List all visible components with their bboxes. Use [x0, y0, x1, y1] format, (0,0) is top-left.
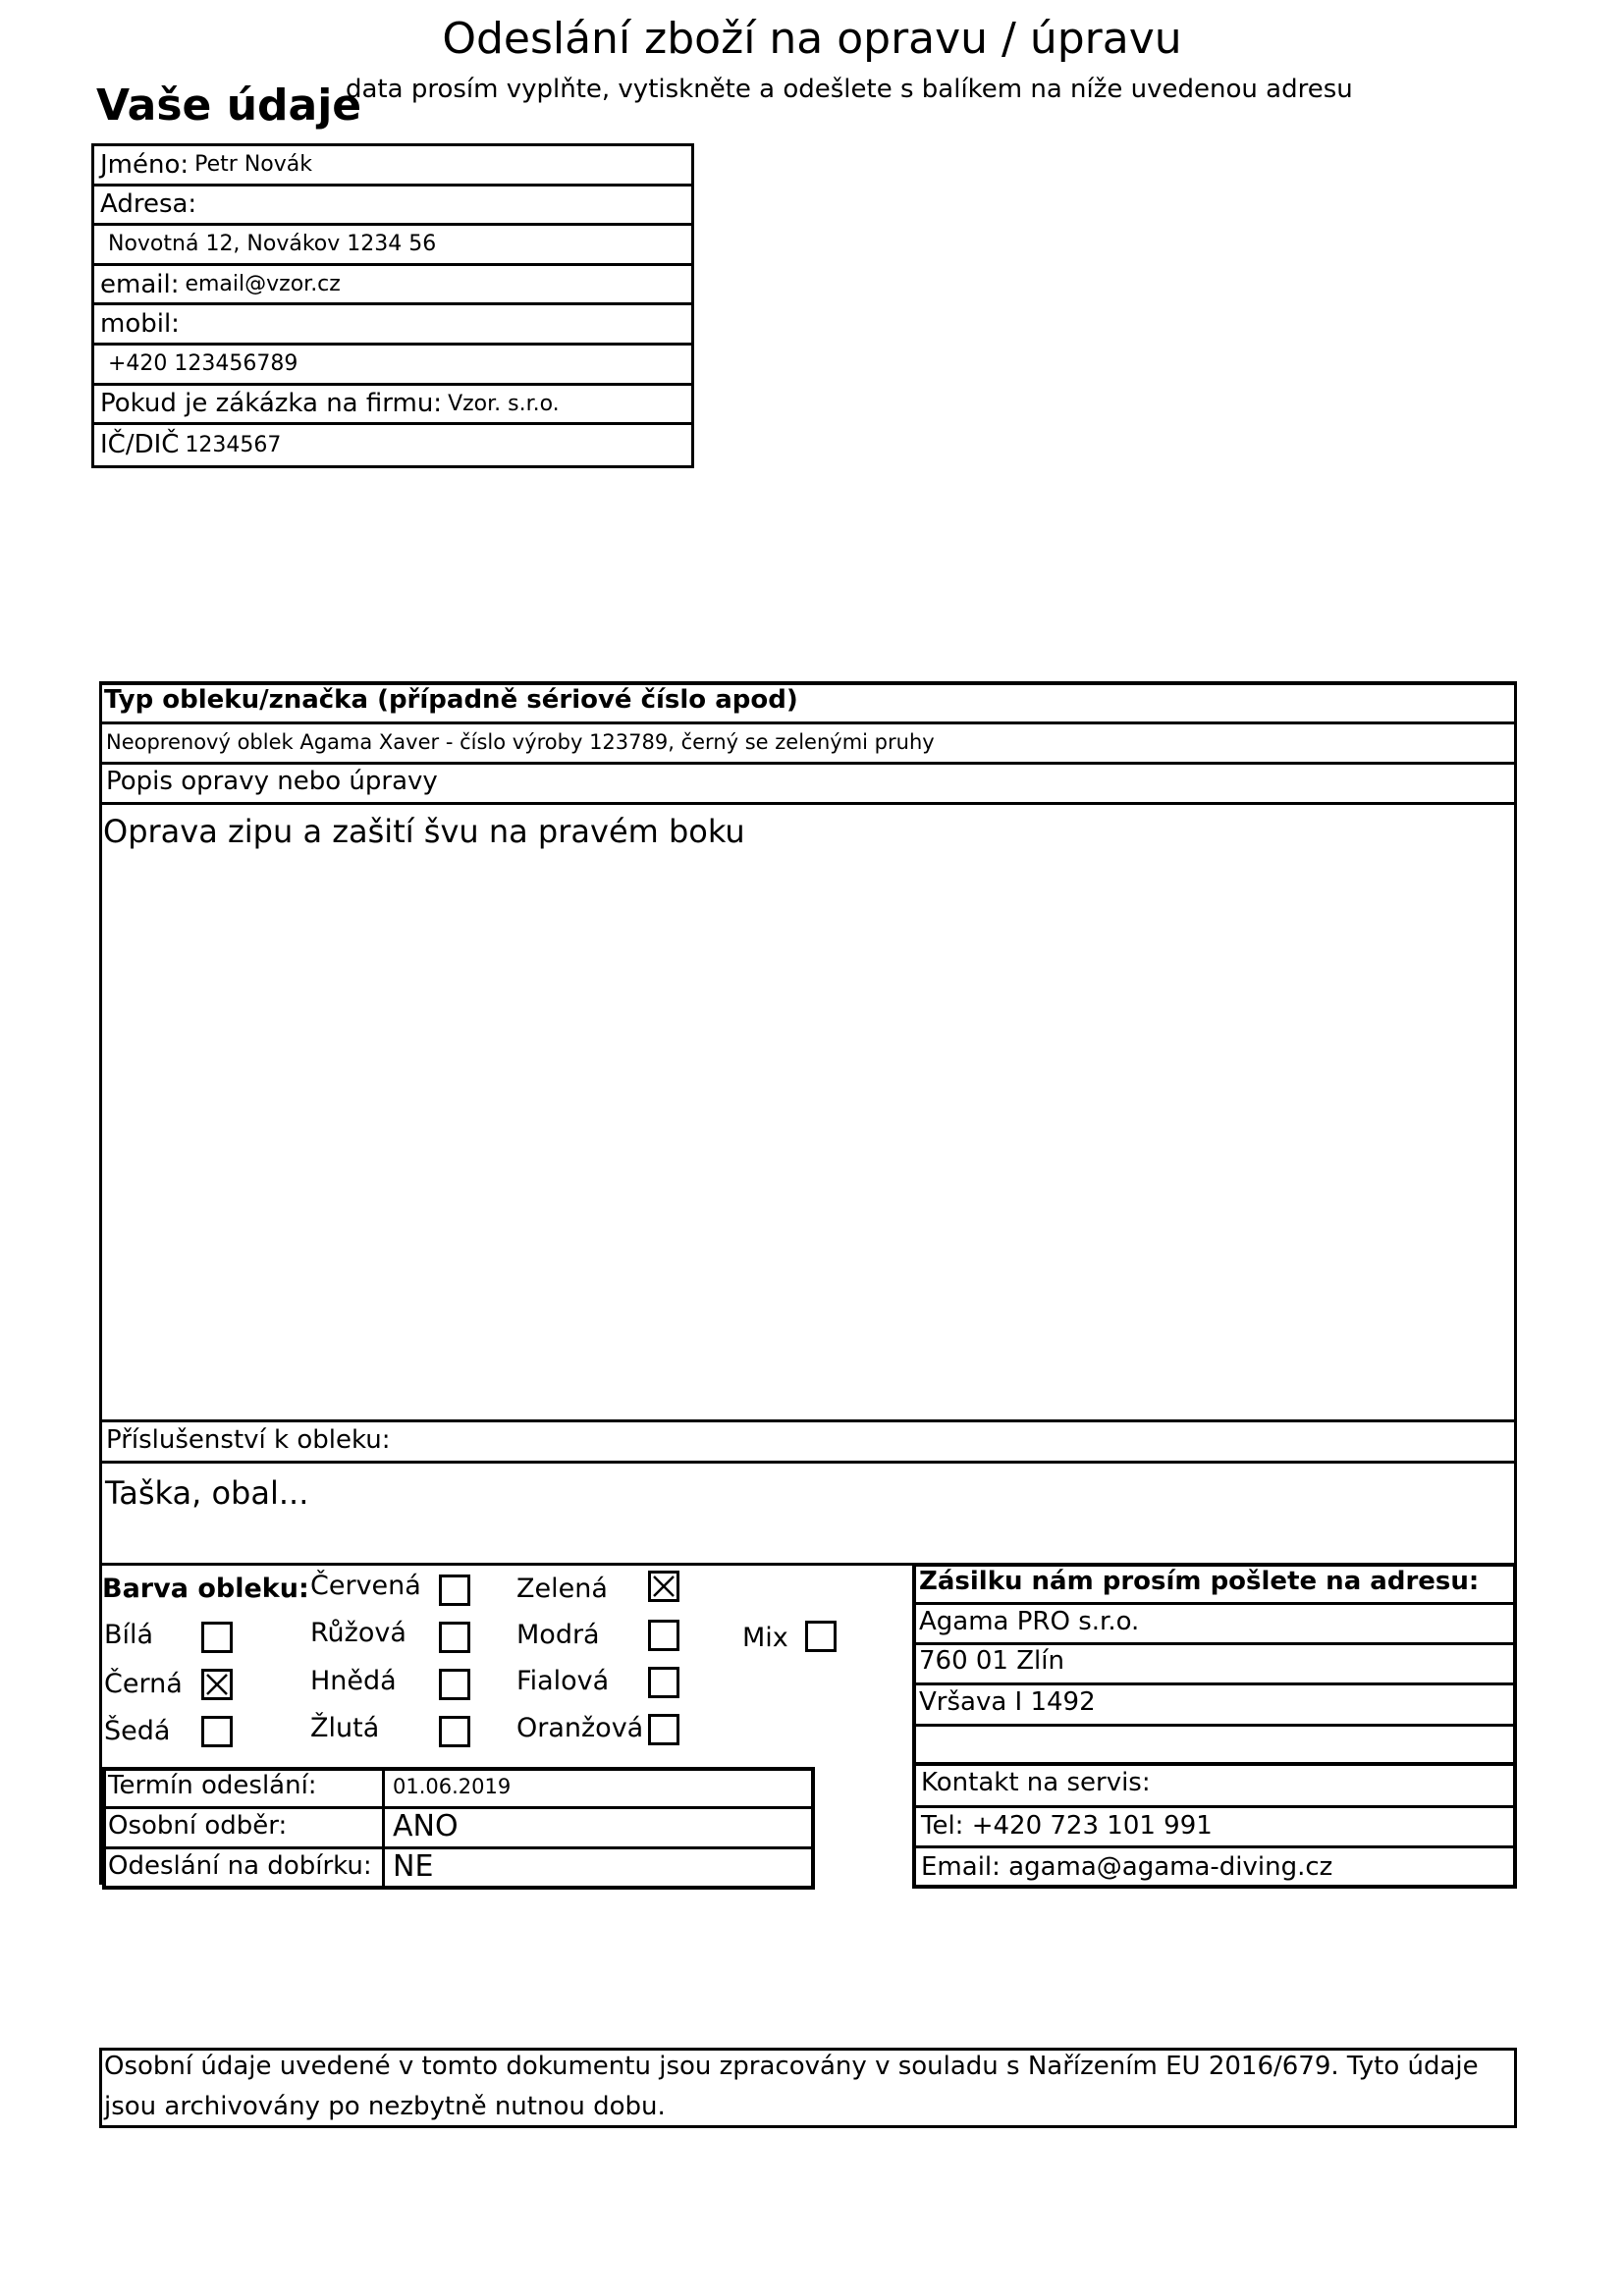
- divider: [99, 802, 1517, 805]
- color-checkbox-oranzova[interactable]: [648, 1714, 679, 1745]
- section-title: Vaše údaje: [96, 80, 362, 131]
- divider: [912, 1602, 1517, 1605]
- color-option-label: Žlutá: [310, 1713, 380, 1743]
- color-checkbox-seda[interactable]: [201, 1716, 233, 1747]
- page-title: Odeslání zboží na opravu / úpravu: [442, 14, 1182, 64]
- divider: [912, 1845, 1517, 1848]
- divider: [102, 1806, 815, 1809]
- address-value: Novotná 12, Novákov 1234 56: [108, 232, 437, 257]
- name-label: Jméno:: [100, 149, 189, 180]
- mobile-value: +420 123456789: [108, 351, 298, 377]
- company-row[interactable]: [94, 386, 691, 426]
- color-option-label: Černá: [104, 1669, 183, 1699]
- instructions: data prosím vyplňte, vytiskněte a odešlete s balíkem na níže uvedenou adresu: [346, 75, 1353, 104]
- color-checkbox-bila[interactable]: [201, 1622, 233, 1653]
- personal-data-table: [91, 143, 694, 468]
- cod-label: Odeslání na dobírku:: [108, 1851, 372, 1881]
- divider: [102, 1846, 815, 1849]
- check-x-icon: [204, 1672, 230, 1697]
- divider: [912, 1682, 1517, 1685]
- address-label: Adresa:: [100, 189, 197, 220]
- ic-label: IČ/DIČ: [100, 430, 180, 460]
- color-option-label: Mix: [742, 1623, 788, 1653]
- contact-heading: Kontakt na servis:: [921, 1768, 1151, 1797]
- mobile-label-row: [94, 305, 691, 346]
- mobile-row[interactable]: [94, 346, 691, 386]
- accessories-label: Příslušenství k obleku:: [106, 1425, 391, 1455]
- divider: [99, 1461, 1517, 1464]
- name-value: Petr Novák: [194, 152, 312, 178]
- color-option-label: Bílá: [104, 1620, 154, 1650]
- color-option-label: Fialová: [516, 1666, 610, 1696]
- contact-phone[interactable]: Tel: +420 723 101 991: [921, 1811, 1213, 1841]
- send-date-label: Termín odeslání:: [108, 1771, 317, 1800]
- ic-value: 1234567: [185, 432, 282, 457]
- color-option-label: Oranžová: [516, 1713, 644, 1743]
- suit-type-label: Typ obleku/značka (případně sériové číslo apod): [104, 685, 798, 715]
- pickup-value[interactable]: ANO: [393, 1809, 459, 1843]
- company-label: Pokud je zákázka na firmu:: [100, 389, 443, 419]
- divider: [382, 1767, 385, 1890]
- contact-email[interactable]: Email: agama@agama-diving.cz: [921, 1852, 1333, 1882]
- divider: [912, 1724, 1517, 1727]
- color-checkbox-fialova[interactable]: [648, 1667, 679, 1698]
- send-date-value[interactable]: 01.06.2019: [393, 1775, 512, 1798]
- return-address-line: 760 01 Zlín: [919, 1646, 1064, 1676]
- color-option-label: Modrá: [516, 1620, 600, 1650]
- address-label-row: [94, 187, 691, 227]
- divider: [99, 721, 1517, 724]
- divider: [99, 762, 1517, 765]
- mobile-label: mobil:: [100, 309, 180, 340]
- color-option-label: Hnědá: [310, 1666, 397, 1696]
- accessories-value[interactable]: Taška, obal...: [105, 1474, 309, 1512]
- color-option-label: Červená: [310, 1571, 421, 1601]
- divider: [99, 1563, 914, 1566]
- return-address-line: Agama PRO s.r.o.: [919, 1607, 1140, 1636]
- pickup-label: Osobní odběr:: [108, 1811, 288, 1841]
- color-checkbox-zelena[interactable]: [648, 1571, 679, 1602]
- email-value: email@vzor.cz: [185, 272, 341, 297]
- color-checkbox-cerna[interactable]: [201, 1669, 233, 1700]
- repair-description[interactable]: Oprava zipu a zašití švu na pravém boku: [103, 813, 745, 850]
- ic-row[interactable]: [94, 425, 691, 465]
- color-checkbox-zluta[interactable]: [439, 1716, 470, 1747]
- color-checkbox-mix[interactable]: [805, 1621, 837, 1652]
- gdpr-text: Osobní údaje uvedené v tomto dokumentu jsou zpracovány v souladu s Nařízením EU 2016/679. Tyto údaje: [104, 2052, 1479, 2081]
- return-address-heading: Zásilku nám prosím pošlete na adresu:: [919, 1567, 1480, 1596]
- frame-right-border: [1514, 681, 1517, 1565]
- color-option-label: Růžová: [310, 1618, 406, 1648]
- divider: [99, 1419, 1517, 1422]
- company-value: Vzor. s.r.o.: [448, 391, 560, 416]
- color-checkbox-modra[interactable]: [648, 1620, 679, 1651]
- gdpr-text: jsou archivovány po nezbytně nutnou dobu.: [104, 2092, 666, 2121]
- email-row[interactable]: [94, 266, 691, 306]
- check-x-icon: [651, 1574, 677, 1599]
- divider: [912, 1642, 1517, 1645]
- color-checkbox-hneda[interactable]: [439, 1669, 470, 1700]
- color-option-label: Šedá: [104, 1716, 171, 1746]
- color-checkbox-cervena[interactable]: [439, 1575, 470, 1606]
- address-row[interactable]: [94, 226, 691, 266]
- color-option-label: Zelená: [516, 1574, 608, 1604]
- suit-type-value[interactable]: Neoprenový oblek Agama Xaver - číslo výroby 123789, černý se zelenými pruhy: [106, 730, 935, 754]
- color-label: Barva obleku:: [102, 1574, 309, 1604]
- return-address-line: Vršava I 1492: [919, 1687, 1096, 1717]
- color-checkbox-ruzova[interactable]: [439, 1622, 470, 1653]
- email-label: email:: [100, 269, 180, 299]
- frame-left-border: [99, 681, 102, 1885]
- cod-value[interactable]: NE: [393, 1849, 434, 1884]
- name-row[interactable]: [94, 146, 691, 187]
- repair-label: Popis opravy nebo úpravy: [106, 767, 438, 796]
- divider: [912, 1805, 1517, 1808]
